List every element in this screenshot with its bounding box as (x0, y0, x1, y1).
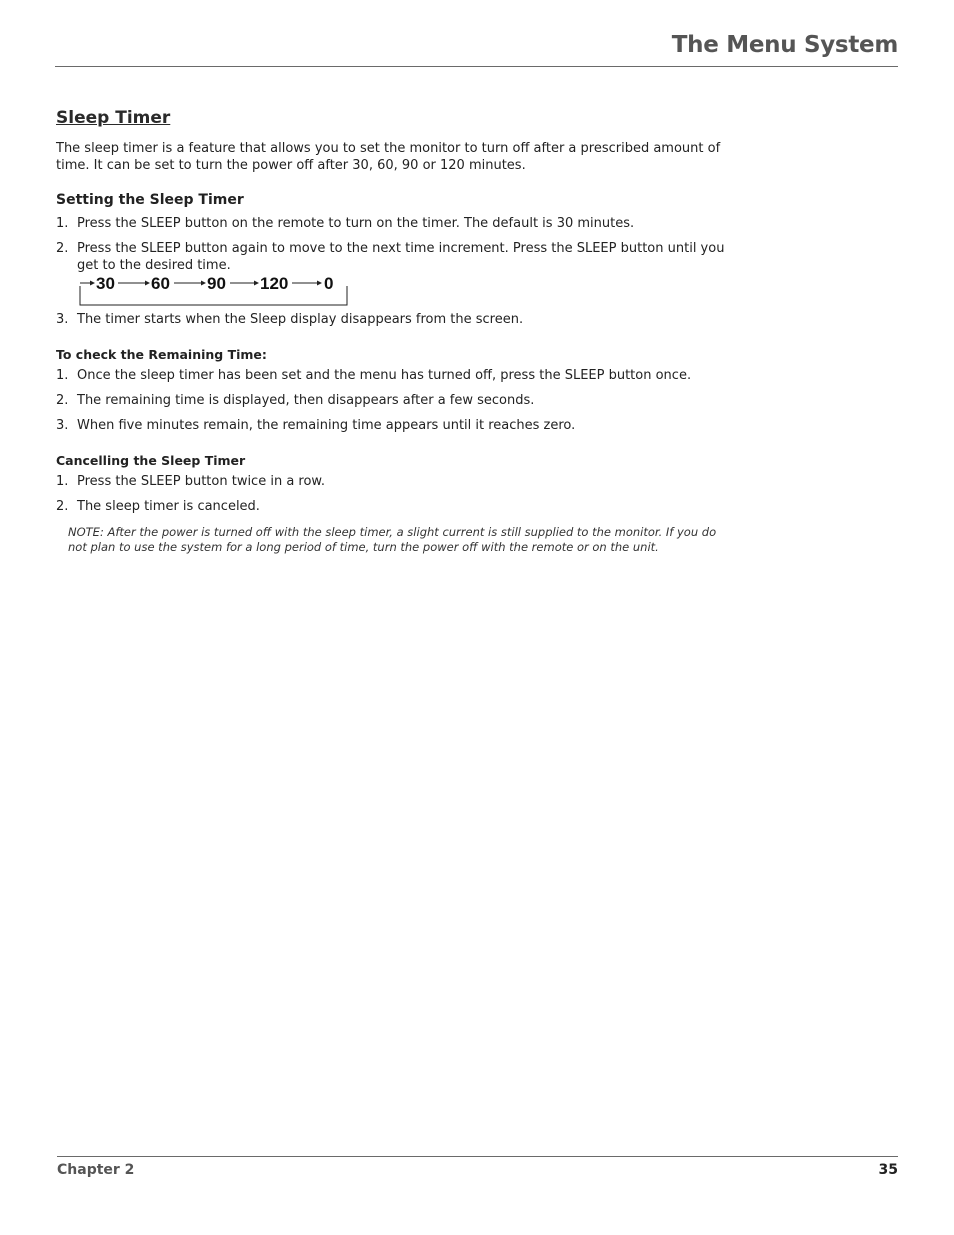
step-text: Press the SLEEP button again to move to the next time increment. Press the SLEEP button until you get to the desired time. (77, 241, 725, 273)
footer-divider (57, 1156, 898, 1157)
header-divider (55, 66, 898, 67)
spacer (56, 442, 726, 452)
list-item (56, 392, 726, 409)
cycle-value-0: 0 (324, 276, 334, 293)
cycle-value-30: 30 (96, 276, 115, 293)
arrow-head-icon (254, 281, 259, 286)
setting-steps-list (56, 215, 726, 274)
page-number: 35 (878, 1162, 898, 1178)
step-number: 2. (56, 241, 69, 256)
step-number: 3. (56, 418, 69, 433)
cancelling-steps-list (56, 473, 726, 515)
page-header-title: The Menu System (671, 32, 898, 58)
step-number: 1. (56, 368, 69, 383)
arrow-head-icon (145, 281, 150, 286)
step-text: Press the SLEEP button on the remote to turn on the timer. The default is 30 minutes. (77, 216, 635, 231)
list-item (56, 417, 726, 434)
subheading-remaining-time: To check the Remaining Time: (56, 347, 267, 362)
step-text: Once the sleep timer has been set and the menu has turned off, press the SLEEP button once. (77, 368, 692, 383)
cycle-value-60: 60 (151, 276, 170, 293)
setting-steps-list-continued (56, 311, 726, 328)
arrow-head-icon (90, 281, 95, 286)
step-number: 2. (56, 499, 69, 514)
arrow-head-icon (317, 281, 322, 286)
intro-paragraph: The sleep timer is a feature that allows you to set the monitor to turn off after a prescribed amount of time. It can be set to turn the power off after 30, 60, 90 or 120 minutes. (56, 141, 721, 173)
section-title-sleep-timer: Sleep Timer (56, 108, 171, 128)
sleep-cycle-svg (78, 276, 350, 308)
cycle-value-90: 90 (207, 276, 226, 293)
step-number: 1. (56, 216, 69, 231)
power-note: NOTE: After the power is turned off with the sleep timer, a slight current is still supplied to the monitor. If you do not plan to use the system for a long period of time, turn the power off with the remote or on the unit. (68, 525, 717, 554)
step-number: 3. (56, 312, 69, 327)
step-text: The timer starts when the Sleep display disappears from the screen. (77, 312, 524, 327)
list-item (56, 473, 726, 490)
sleep-cycle-diagram (78, 276, 350, 308)
list-item (56, 311, 726, 328)
remaining-steps-list (56, 367, 726, 434)
arrow-head-icon (201, 281, 206, 286)
step-number: 1. (56, 474, 69, 489)
footer-chapter-label: Chapter 2 (57, 1162, 135, 1178)
step-text: Press the SLEEP button twice in a row. (77, 474, 326, 489)
list-item (56, 240, 726, 274)
spacer (56, 336, 726, 346)
step-text: The remaining time is displayed, then disappears after a few seconds. (77, 393, 535, 408)
list-item (56, 367, 726, 384)
page-content (56, 106, 726, 555)
step-text: When five minutes remain, the remaining time appears until it reaches zero. (77, 418, 576, 433)
subheading-setting: Setting the Sleep Timer (56, 192, 244, 208)
step-number: 2. (56, 393, 69, 408)
list-item (56, 498, 726, 515)
list-item (56, 215, 726, 232)
step-text: The sleep timer is canceled. (77, 499, 260, 514)
subheading-cancelling: Cancelling the Sleep Timer (56, 453, 246, 468)
cycle-value-120: 120 (260, 276, 289, 293)
